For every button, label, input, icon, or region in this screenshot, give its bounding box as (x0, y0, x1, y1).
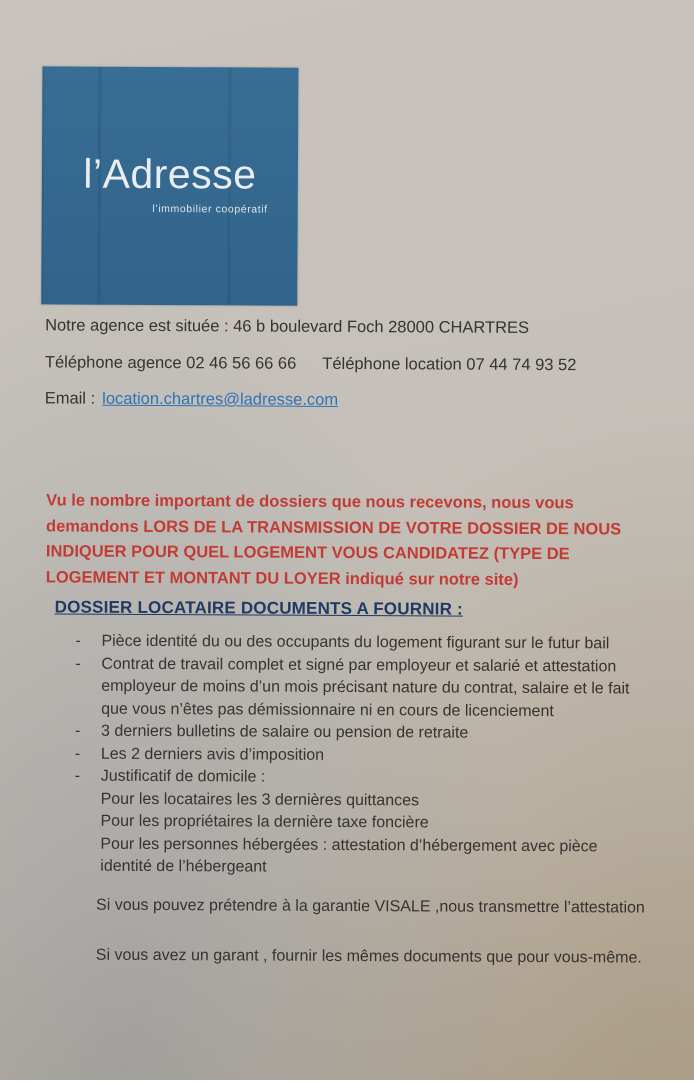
list-item (75, 766, 645, 791)
dash-bullet: - (75, 743, 101, 766)
list-item-text: Pour les propriétaires la dernière taxe foncière (100, 811, 644, 836)
documents-list (74, 631, 645, 881)
list-item (75, 721, 645, 746)
dash-bullet: - (75, 721, 101, 744)
list-item (75, 653, 645, 723)
list-item-text: 3 derniers bulletins de salaire ou pension de retraite (101, 721, 645, 746)
list-item-text: Les 2 derniers avis d’imposition (101, 743, 645, 768)
list-item-text: Pour les personnes hébergées : attestation d’hébergement avec pièce identité de l’hébergeant (100, 833, 644, 881)
logo-wordmark: l’Adresse (42, 150, 298, 198)
notice-paragraph: Vu le nombre important de dossiers que nous recevons, nous vous demandons LORS DE LA TRANSMISSION DE VOTRE DOSSIER DE NOUS INDIQUER POUR QUEL LOGEMENT VOUS CANDIDATEZ (TYPE DE LOGEMENT ET MONTANT DU LOYER indiqué sur notre site) (46, 488, 667, 593)
phone-agency: Téléphone agence 02 46 56 66 66 (45, 353, 296, 372)
agency-logo (41, 66, 298, 305)
list-item-text: Justificatif de domicile : (101, 766, 645, 791)
empty-bullet (74, 833, 100, 878)
list-item (75, 743, 645, 768)
list-subitem (75, 788, 645, 813)
documents-heading: DOSSIER LOCATAIRE DOCUMENTS A FOURNIR : (55, 597, 463, 619)
agency-address: Notre agence est située : 46 b boulevard Foch 28000 CHARTRES (45, 316, 529, 338)
empty-bullet (74, 811, 100, 834)
email-label: Email : (45, 389, 96, 407)
agency-phones (45, 353, 577, 375)
empty-bullet (75, 788, 101, 811)
visale-note: Si vous pouvez prétendre à la garantie VISALE ,nous transmettre l’attestation (96, 897, 645, 918)
dash-bullet: - (75, 653, 101, 721)
list-item-text: Contrat de travail complet et signé par employeur et salarié et attestation employeur de moins d’un mois précisant nature du contrat, salaire et le fait que vous n’êtes pas démissionnaire ni en cours de licenciement (101, 653, 645, 723)
list-item-text: Pour les locataires les 3 dernières quittances (101, 788, 645, 813)
list-subitem (74, 811, 644, 836)
garant-note: Si vous avez un garant , fournir les mêmes documents que pour vous-même. (96, 947, 642, 968)
logo-tagline: l’immobilier coopératif (152, 203, 267, 216)
dash-bullet: - (75, 631, 101, 654)
dash-bullet: - (75, 766, 101, 789)
email-line (45, 389, 338, 410)
list-item-text: Pièce identité du ou des occupants du logement figurant sur le futur bail (101, 631, 645, 656)
phone-location: Téléphone location 07 44 74 93 52 (322, 355, 576, 374)
list-item (75, 631, 645, 656)
email-link[interactable]: location.chartres@ladresse.com (102, 390, 338, 409)
list-subitem (74, 833, 644, 881)
